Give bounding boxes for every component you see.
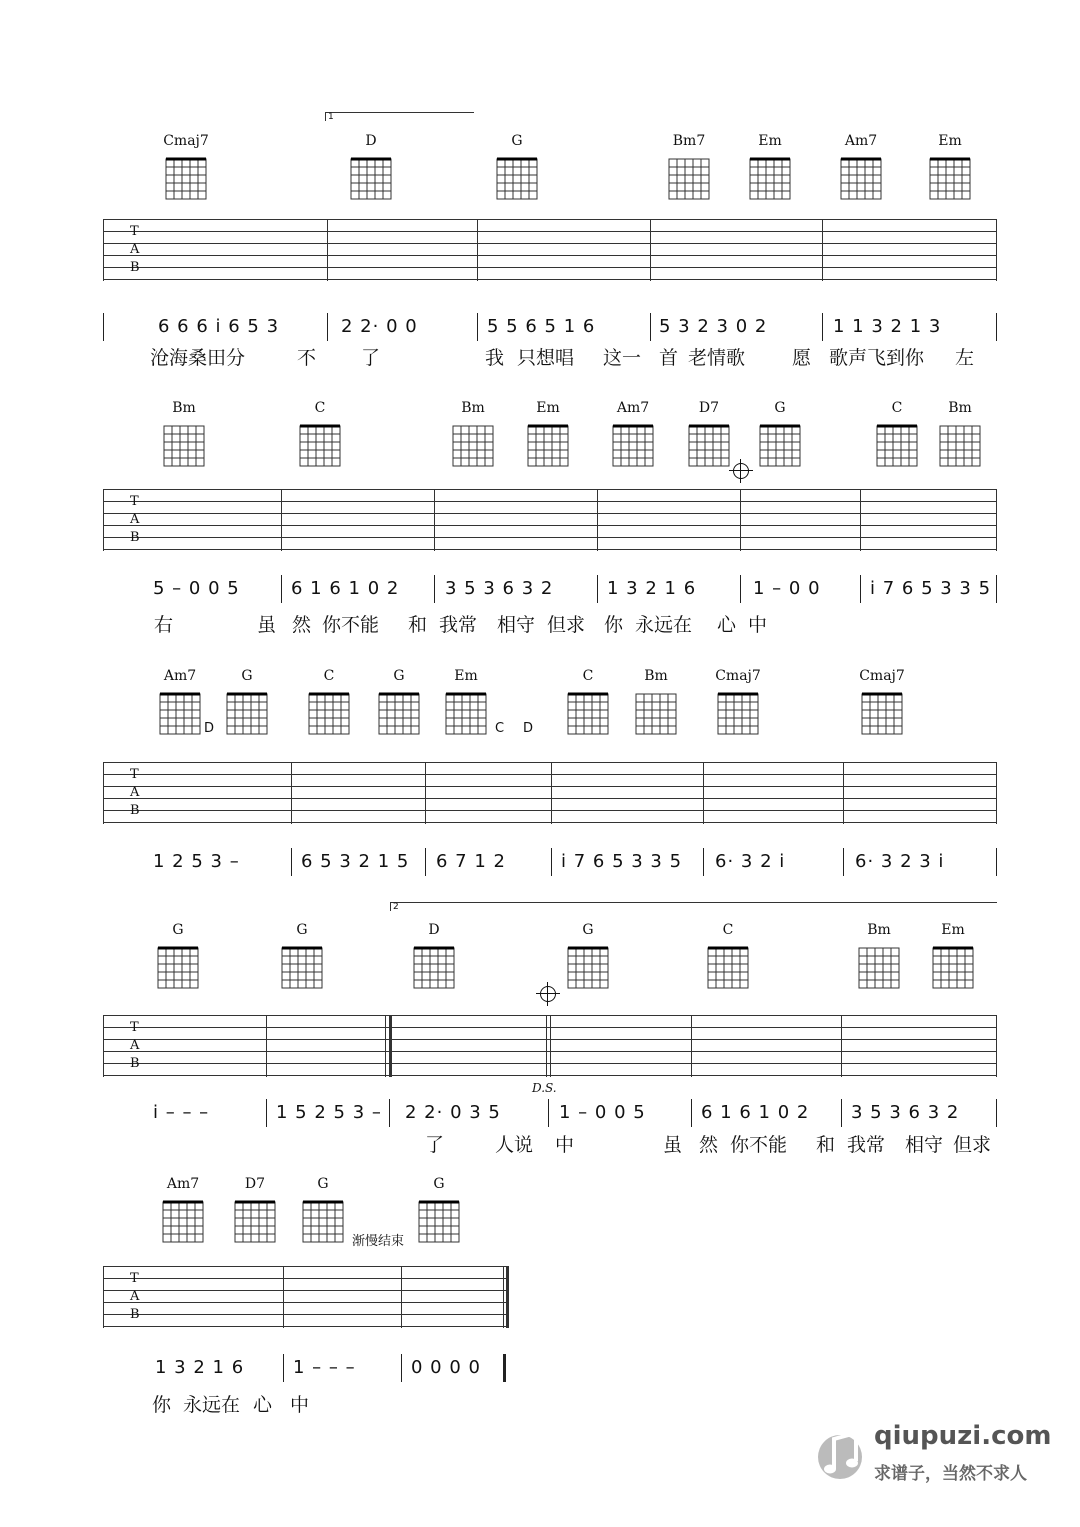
tab-letter: B [130, 530, 140, 545]
tab-letter: T [130, 494, 139, 509]
tab-letter: A [130, 785, 140, 800]
tab-letter: T [130, 767, 139, 782]
numbered-notation: 1 2 5 3 – 6 5 3 2 1 5 6 7 1 2 i 7 6 5 3 3 5 6· 3 2 i 6· 3 2 3 i [103, 851, 997, 881]
tab-letter: B [130, 803, 140, 818]
numbered-notation: 1 3 2 1 6 1 – – – 0 0 0 0 [103, 1357, 509, 1387]
chord-inline-label: C [495, 721, 505, 736]
coda-sign [733, 463, 749, 479]
watermark-site: qiupuzi.com [874, 1421, 1052, 1451]
music-note-logo-icon [814, 1423, 870, 1485]
tab-letter: T [130, 1271, 139, 1286]
tab-letter: A [130, 242, 140, 257]
tab-staff [103, 489, 997, 551]
tab-letter: T [130, 224, 139, 239]
tab-letter: A [130, 1289, 140, 1304]
tab-letter: A [130, 1038, 140, 1053]
watermark [814, 1417, 1052, 1497]
numbered-notation: i – – – 1 5 2 5 3 – 2 2· 0 3 5 1 – 0 0 5 6 1 6 1 0 2 3 5 3 6 3 2 [103, 1102, 997, 1132]
numbered-notation: 5 – 0 0 5 6 1 6 1 0 2 3 5 3 6 3 2 1 3 2 1 6 1 – 0 0 i 7 6 5 3 3 5 [103, 578, 997, 608]
tab-letter: B [130, 1056, 140, 1071]
numbered-notation: 6 6 6 i 6 5 3 2 2· 0 0 5 5 6 5 1 6 5 3 2 3 0 2 1 1 3 2 1 3 [103, 316, 997, 346]
coda-sign [540, 986, 556, 1002]
tab-staff [103, 1266, 509, 1328]
tab-letter: T [130, 1020, 139, 1035]
tab-staff [103, 219, 997, 281]
tab-staff [103, 762, 997, 824]
tab-letter: B [130, 1307, 140, 1322]
chord-inline-label: D [523, 721, 534, 736]
tab-letter: B [130, 260, 140, 275]
tab-staff [103, 1015, 997, 1077]
volta-1: 1 [325, 112, 474, 121]
watermark-slogan: 求谱子，当然不求人 [874, 1464, 1027, 1484]
chord-inline-label: D [204, 721, 215, 736]
volta-2: 2 [390, 902, 997, 911]
ending-instruction: 渐慢结束 [352, 1234, 405, 1249]
tab-letter: A [130, 512, 140, 527]
ds-marking: D.S. [532, 1081, 557, 1095]
